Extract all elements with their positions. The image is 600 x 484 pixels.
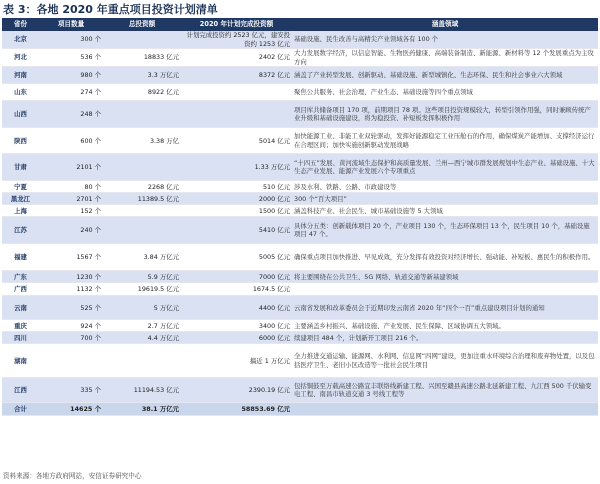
cell-fields: 加快能源工业、非能工业双轮驱动，发挥好能源稳定工业压舱石的作用，确保煤炭产能增加、支撑经济运行在合理区间；加快实施创新驱动发展战略 (292, 128, 598, 154)
cell-fields: 聚焦公共服务、社会治理、产业生态、基础设施等四个重点领域 (292, 84, 598, 101)
cell-province: 陕西 (2, 128, 39, 154)
cell-province: 云南 (2, 296, 39, 320)
cell-fields: 大力发展数字经济，以信息智能、生物医药健康、高端装备制造、新能源、新材料等 12 个发展重点为主攻方向 (292, 49, 598, 67)
cell-fields: 项目库共储备项目 170 项，前期项目 78 项。这些项目投资规模较大，转型引领作用强，同时兼顾传统产业升级和基础设施建设，将为稳投资、补短板发挥积极作用 (292, 101, 598, 128)
cell-plan: 搞近 1 万亿元 (181, 344, 292, 378)
cell-count: 980 个 (39, 67, 103, 84)
cell-plan (181, 84, 292, 101)
cell-total: 3.3 万亿元 (103, 67, 181, 84)
cell-province: 江苏 (2, 217, 39, 244)
table-row (2, 49, 598, 67)
cell-count: 1230 个 (39, 271, 103, 283)
cell-plan: 4400 亿元 (181, 296, 292, 320)
cell-plan: 2000 亿元 (181, 193, 292, 205)
cell-total: 3.84 万亿元 (103, 244, 181, 271)
cell-total: 5 万亿元 (103, 296, 181, 320)
cell-count: 274 个 (39, 84, 103, 101)
table-row (2, 378, 598, 403)
cell-total: 11194.53 亿元 (103, 378, 181, 403)
cell-count: 600 个 (39, 128, 103, 154)
cell-plan: 510 亿元 (181, 181, 292, 193)
cell-plan: 3400 亿元 (181, 320, 292, 332)
cell-count: 525 个 (39, 296, 103, 320)
cell-province: 北京 (2, 31, 39, 49)
cell-province: 四川 (2, 332, 39, 344)
table-header (2, 18, 598, 31)
cell-plan: 8372 亿元 (181, 67, 292, 84)
cell-count (39, 344, 103, 378)
cell-total (103, 101, 181, 128)
cell-total: 8922 亿元 (103, 84, 181, 101)
cell-province: 广西 (2, 283, 39, 296)
cell-count: 152 个 (39, 205, 103, 217)
table-title: 表 3：各地 2020 年重点项目投资计划清单 (3, 3, 218, 16)
cell-plan: 7000 亿元 (181, 271, 292, 283)
cell-total: 18833 亿元 (103, 49, 181, 67)
cell-province: 广东 (2, 271, 39, 283)
cell-province: 湖南 (2, 344, 39, 378)
total-plan: 58853.69 亿元 (181, 403, 292, 416)
cell-total (103, 205, 181, 217)
cell-total (103, 217, 181, 244)
cell-fields: 涵盖科技产业、社会民生、城市基础设施等 5 大领域 (292, 205, 598, 217)
table-row (2, 271, 598, 283)
cell-fields: “十四五”发展、黄河流域生态保护和高质量发展、兰州—西宁城市群发展规划中生态产业、基础设施、十大生态产业发展、能源产业发展六个专项重点 (292, 154, 598, 181)
total-row (2, 403, 598, 416)
table-row (2, 344, 598, 378)
cell-fields: 主要涵盖乡村振兴、基础设施、产业发展、民生保障、区域协调五大领域。 (292, 320, 598, 332)
table-row (2, 296, 598, 320)
cell-province: 河南 (2, 67, 39, 84)
cell-fields: 涵盖了产业转型发展、创新驱动、基础设施、新型城镇化、生态环保、民生和社会事业六大领域 (292, 67, 598, 84)
col-fields: 涵盖领域 (292, 18, 598, 31)
cell-plan: 5014 亿元 (181, 128, 292, 154)
cell-fields: 将主要围绕在公共卫生、5G 网络、轨道交通等新基建领域 (292, 271, 598, 283)
cell-plan: 1674.5 亿元 (181, 283, 292, 296)
col-total: 总投资额 (103, 18, 181, 31)
cell-plan: 2390.19 亿元 (181, 378, 292, 403)
cell-province: 山东 (2, 84, 39, 101)
cell-province: 山西 (2, 101, 39, 128)
cell-plan: 1500 亿元 (181, 205, 292, 217)
cell-province: 江西 (2, 378, 39, 403)
table-row (2, 181, 598, 193)
cell-plan: 5005 亿元 (181, 244, 292, 271)
table-row (2, 84, 598, 101)
cell-fields: 续建项目 484 个，计划新开工项目 216 个。 (292, 332, 598, 344)
cell-fields: 云南省发展和改革委员会于近期印发云南省 2020 年“四个一百”重点建设项目计划的通知 (292, 296, 598, 320)
cell-count: 700 个 (39, 332, 103, 344)
cell-total: 3.38 万亿 (103, 128, 181, 154)
total-fields (292, 403, 598, 416)
cell-fields: 涉及水利、铁路、公路、市政建设等 (292, 181, 598, 193)
cell-province: 上海 (2, 205, 39, 217)
cell-fields: 基础设施、民生改善与高精尖产业领域各有 100 个 (292, 31, 598, 49)
cell-total: 4.4 万亿元 (103, 332, 181, 344)
col-province: 省份 (2, 18, 39, 31)
cell-plan: 2402 亿元 (181, 49, 292, 67)
cell-fields: 全力推进交通运输、能源网、水利网、信息网“四网”建设，更加注重水环境综合治理和废弃物处置，以及包括医疗卫生、老旧小区改造等一批社会民生项目 (292, 344, 598, 378)
cell-total: 2.7 万亿元 (103, 320, 181, 332)
total-count: 14625 个 (39, 403, 103, 416)
cell-total (103, 154, 181, 181)
table-row (2, 128, 598, 154)
table-row (2, 193, 598, 205)
total-investment: 38.1 万亿元 (103, 403, 181, 416)
cell-count: 300 个 (39, 31, 103, 49)
cell-plan (181, 101, 292, 128)
cell-total: 2268 亿元 (103, 181, 181, 193)
cell-total: 5.9 万亿元 (103, 271, 181, 283)
cell-count: 536 个 (39, 49, 103, 67)
cell-fields: 包括铜鼓至万载高速公路宜丰联络线新建工程、兴国至赣县高速公路北延新建工程、九江西 500 千伏输变电工程、南昌市轨道交通 3 号线工程等 (292, 378, 598, 403)
table-row (2, 283, 598, 296)
cell-province: 河北 (2, 49, 39, 67)
cell-fields: 300 个“百大项目” (292, 193, 598, 205)
cell-total (103, 344, 181, 378)
cell-province: 重庆 (2, 320, 39, 332)
table-body (2, 31, 598, 416)
cell-count: 924 个 (39, 320, 103, 332)
cell-plan: 1.33 万亿元 (181, 154, 292, 181)
cell-total: 19619.5 亿元 (103, 283, 181, 296)
cell-count: 335 个 (39, 378, 103, 403)
cell-count: 248 个 (39, 101, 103, 128)
investment-table (2, 18, 598, 416)
cell-plan: 计划完成投资约 2523 亿元，建安投资约 1253 亿元 (181, 31, 292, 49)
cell-province: 福建 (2, 244, 39, 271)
table-row (2, 320, 598, 332)
cell-plan: 6000 亿元 (181, 332, 292, 344)
col-plan: 2020 年计划完成投资额 (181, 18, 292, 31)
table-row (2, 217, 598, 244)
cell-plan: 5410 亿元 (181, 217, 292, 244)
table-row (2, 31, 598, 49)
table-row (2, 101, 598, 128)
table-row (2, 332, 598, 344)
cell-count: 240 个 (39, 217, 103, 244)
cell-count: 80 个 (39, 181, 103, 193)
cell-province: 宁夏 (2, 181, 39, 193)
cell-province: 甘肃 (2, 154, 39, 181)
cell-total (103, 31, 181, 49)
table-row (2, 154, 598, 181)
cell-fields: 确保重点项目加快推进、早见成效，充分发挥有效投资对经济增长、强动能、补短板、惠民生的积极作用。 (292, 244, 598, 271)
cell-fields (292, 283, 598, 296)
cell-total: 11389.5 亿元 (103, 193, 181, 205)
table-row (2, 244, 598, 271)
cell-province: 黑龙江 (2, 193, 39, 205)
table-row (2, 205, 598, 217)
cell-count: 2701 个 (39, 193, 103, 205)
cell-count: 2101 个 (39, 154, 103, 181)
table-row (2, 67, 598, 84)
cell-fields: 具体分五类：创新载体项目 20 个，产业项目 130 个，生态环保项目 13 个，民生项目 10 个，基础设施项目 47 个。 (292, 217, 598, 244)
source-note: 资料来源：各地方政府网站，安信证券研究中心 (3, 472, 142, 480)
total-label: 合计 (2, 403, 39, 416)
col-count: 项目数量 (39, 18, 103, 31)
cell-count: 1567 个 (39, 244, 103, 271)
cell-count: 1132 个 (39, 283, 103, 296)
